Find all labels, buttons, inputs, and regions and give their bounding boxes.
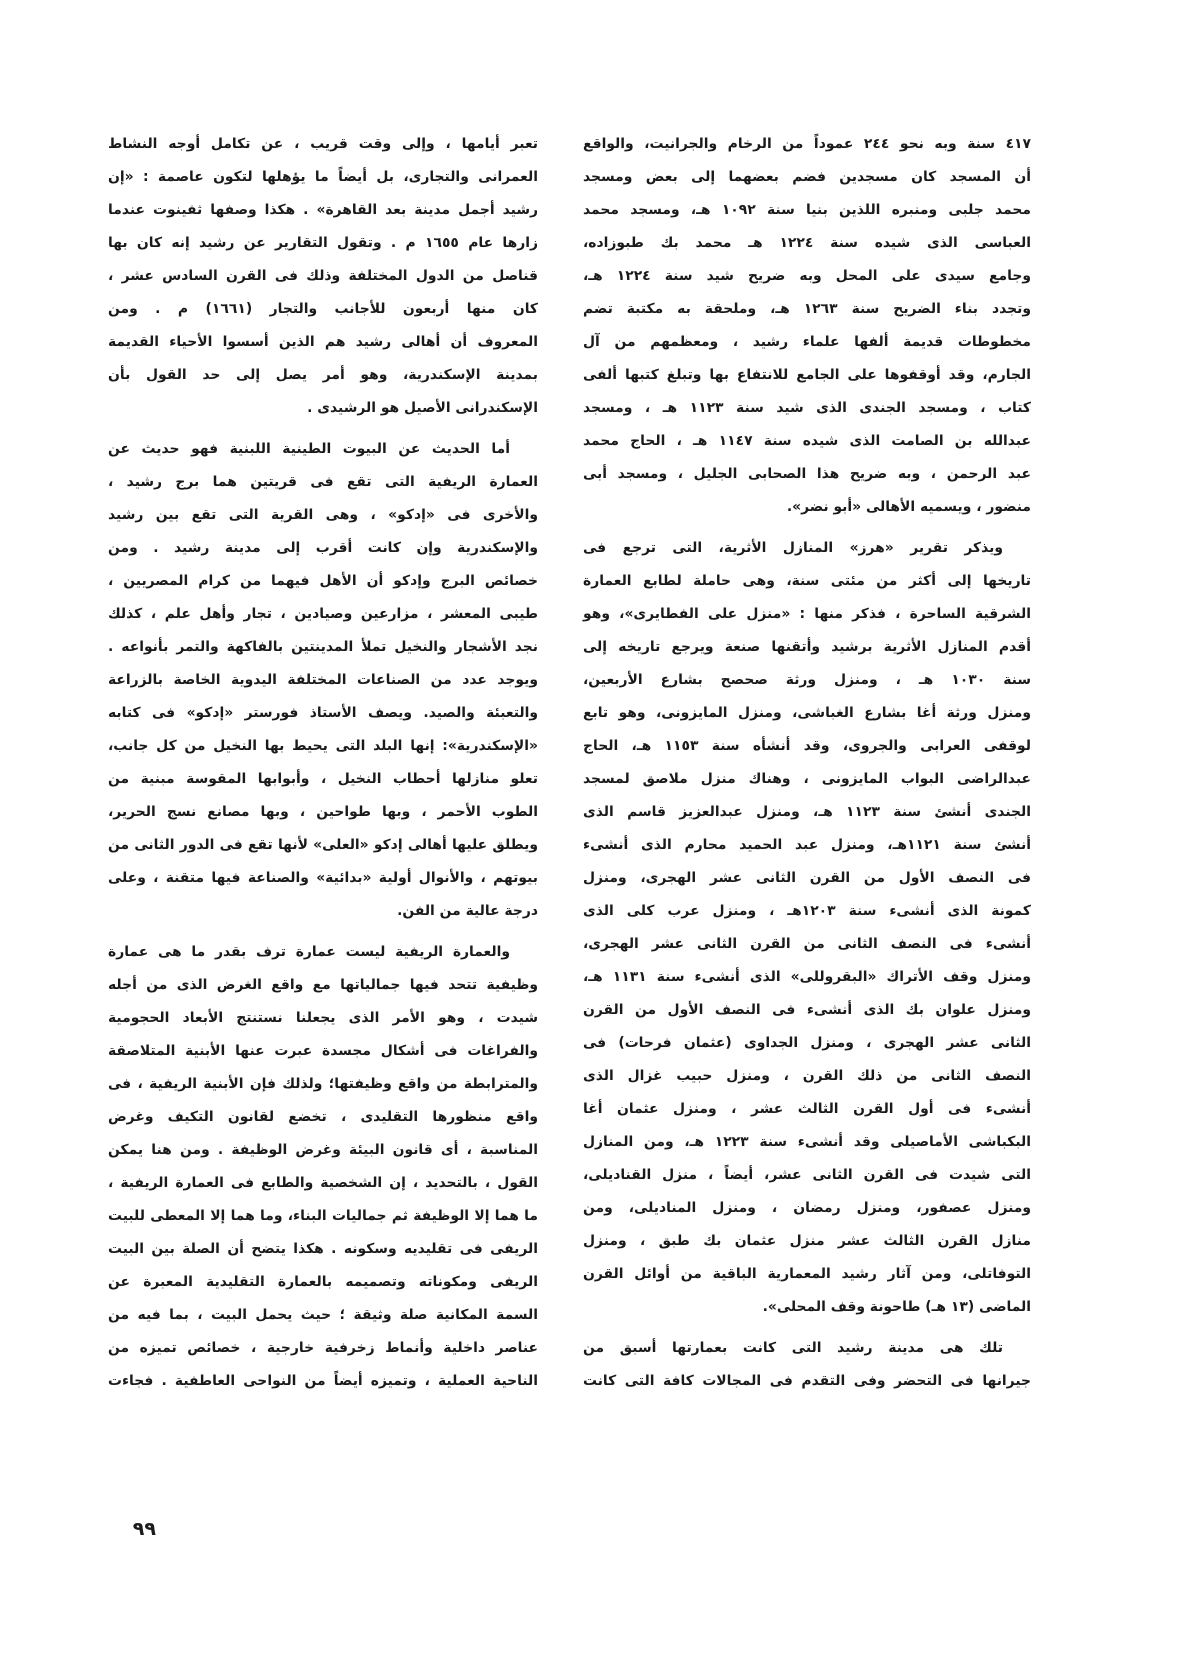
text-line: أنشىء فى النصف الثانى من القرن الثانى عشر الهجرى، <box>583 936 1031 952</box>
text-line: الريفى فى تقليديه وسكونه . هكذا يتضح أن الصلة بين البيت <box>108 1241 538 1257</box>
text-line: التى شيدت فى القرن الثانى عشر، أيضاً ، منزل القناديلى، <box>583 1167 1031 1183</box>
text-line: الماضى (١٣ هـ) طاحونة وقف المحلى». <box>762 1299 1031 1315</box>
text-line: النصف الثانى من ذلك القرن ، ومنزل حبيب غزال الذى <box>583 1068 1031 1084</box>
paragraph <box>583 128 1031 524</box>
text-line: كمونة الذى أنشىء سنة ١٢٠٣هـ ، ومنزل عرب كلى الذى <box>583 903 1031 919</box>
text-line: البكباشى الأماصيلى وقد أنشىء سنة ١٢٢٣ هـ، ومن المنازل <box>583 1134 1031 1150</box>
text-line: والإسكندرية وإن كانت أقرب إلى مدينة رشيد . ومن <box>108 540 538 556</box>
text-line: التوفاتلى، ومن آثار رشيد المعمارية الباقية من أوائل القرن <box>583 1266 1031 1282</box>
text-line: المناسبة ، أى قانون البيئة وغرض الوظيفة . ومن هنا يمكن <box>108 1142 538 1158</box>
paragraph <box>583 1332 1031 1398</box>
text-line: وجامع سيدى على المحل وبه ضريح شيد سنة ١٢٢٤ هـ، <box>583 268 1031 284</box>
page-number: ٩٩ <box>132 1518 156 1540</box>
text-line: العمارة الريفية التى تقع فى قريتين هما برج رشيد ، <box>108 474 538 490</box>
text-line: الطوب الأحمر ، وبها طواحين ، وبها مصانع نسج الحرير، <box>108 804 538 820</box>
text-line: شيدت ، وهو الأمر الذى يجعلنا نستنتج الأبعاد الحجومية <box>108 1010 538 1026</box>
text-line: والعمارة الريفية ليست عمارة ترف بقدر ما هى عمارة <box>108 944 510 960</box>
text-line: والفراغات فى أشكال مجسدة عبرت عنها الأبنية المتلاصقة <box>108 1043 538 1059</box>
text-line: المعروف أن أهالى رشيد هم الذين أسسوا الأحياء القديمة <box>108 334 538 350</box>
text-line: كان منها أربعون للأجانب والتجار (١٦٦١) م . ومن <box>108 301 538 317</box>
text-line: والمترابطة من واقع وظيفتها؛ ولذلك فإن الأبنية الريفية ، فى <box>108 1076 538 1092</box>
text-line: درجة عالية من الفن. <box>397 903 538 919</box>
text-line: الريفى ومكوناته وتصميمه بالعمارة التقليدية المعبرة عن <box>108 1274 538 1290</box>
text-line: تعلو منازلها أحطاب النخيل ، وأبوابها المقوسة مبنية من <box>108 771 538 787</box>
text-line: الناحية العملية ، وتميزه أيضاً من النواحى العاطفية . فجاءت <box>108 1373 538 1389</box>
text-line: رشيد أجمل مدينة بعد القاهرة» . هكذا وصفها ثفينوت عندما <box>108 202 538 218</box>
text-line: طيبى المعشر ، مزارعين وصيادين ، تجار وأهل علم ، كذلك <box>108 606 538 622</box>
text-line: ويطلق عليها أهالى إدكو «العلى» لأنها تقع فى الدور الثانى من <box>108 837 538 853</box>
text-line: عبدالله بن الصامت الذى شيده سنة ١١٤٧ هـ ، الحاج محمد <box>583 433 1031 449</box>
text-line: مخطوطات قديمة ألفها علماء رشيد ، ومعظمهم من آل <box>583 334 1031 350</box>
text-line: سنة ١٠٣٠ هـ ، ومنزل ورثة صحصح بشارع الأربعين، <box>583 672 1032 688</box>
text-line: السمة المكانية صلة وثيقة ؛ حيث يحمل البيت ، بما فيه من <box>108 1307 538 1323</box>
text-line: الجارم، وقد أوقفوها على الجامع للانتفاع بها وتبلغ كتبها ألفى <box>583 367 1031 383</box>
text-line: عناصر داخلية وأنماط زخرفية خارجية ، خصائص تميزه من <box>108 1340 538 1356</box>
text-line: منضور ، ويسميه الأهالى «أبو نضر». <box>786 499 1031 515</box>
text-line: قناصل من الدول المختلفة وذلك فى القرن السادس عشر ، <box>108 268 538 284</box>
text-line: وتجدد بناء الضريح سنة ١٢٦٣ هـ، وملحقة به مكتبة تضم <box>583 301 1031 317</box>
text-line: ومنزل وقف الأتراك «البقروللى» الذى أنشىء سنة ١١٣١ هـ، <box>583 969 1032 985</box>
text-line: تاريخها إلى أكثر من مئتى سنة، وهى حاملة لطابع العمارة <box>583 573 1031 589</box>
text-line: تلك هى مدينة رشيد التى كانت بعمارتها أسبق من <box>583 1340 1003 1356</box>
text-line: ومنزل عصفور، ومنزل رمضان ، ومنزل المناديلى، ومن <box>583 1200 1031 1216</box>
text-line: ويوجد عدد من الصناعات المختلفة اليدوية الخاصة بالزراعة <box>108 672 538 688</box>
text-line: أما الحديث عن البيوت الطينية اللبنية فهو حديث عن <box>108 441 510 457</box>
text-line: نجد الأشجار والنخيل تملأ المدينتين بالفاكهة والتمر بأنواعه . <box>108 639 538 655</box>
text-line: واقع منظورها التقليدى ، تخضع لقانون التكيف وغرض <box>108 1109 538 1125</box>
text-line: الثانى عشر الهجرى ، ومنزل الجداوى (عثمان فرحات) فى <box>583 1035 1031 1051</box>
text-line: القول ، بالتحديد ، إن الشخصية والطابع فى العمارة الريفية ، <box>108 1175 538 1191</box>
text-line: العمرانى والتجارى، بل أيضاً ما يؤهلها لتكون عاصمة : «إن <box>108 169 538 185</box>
text-line: بيوتهم ، والأنوال أولية «بدائية» والصناعة فيها متقنة ، وعلى <box>108 870 538 886</box>
text-line: لوقفى العرابى والجروى، وقد أنشأه سنة ١١٥٣ هـ، الحاج <box>583 738 1031 754</box>
text-line: منازل القرن الثالث عشر منزل عثمان بك طبق ، ومنزل <box>583 1233 1031 1249</box>
text-line: ما هما إلا الوظيفة ثم جماليات البناء، وما هما إلا المعطى للبيت <box>108 1208 538 1224</box>
text-line: محمد جلبى ومنبره اللذين بنيا سنة ١٠٩٢ هـ، ومسجد محمد <box>583 202 1032 218</box>
text-line: ومنزل ورثة أغا بشارع الغباشى، ومنزل المايزونى، وهو تابع <box>583 705 1031 721</box>
text-line: أقدم المنازل الأثرية برشيد وأتقنها صنعة ويرجع تاريخه إلى <box>583 639 1031 655</box>
text-line: وظيفية تتحد فيها جمالياتها مع واقع الغرض الذى من أجله <box>108 977 538 993</box>
text-line: خصائص البرج وإدكو أن الأهل فيهما من كرام المصريين ، <box>108 573 538 589</box>
paragraph <box>108 128 538 425</box>
text-line: ومنزل علوان بك الذى أنشىء فى النصف الأول من القرن <box>583 1002 1031 1018</box>
left-column <box>108 128 538 1398</box>
text-line: زارها عام ١٦٥٥ م . وتقول التقارير عن رشيد إنه كان بها <box>108 235 538 251</box>
paragraph <box>108 936 538 1398</box>
text-line: الشرقية الساحرة ، فذكر منها : «منزل على الفطايرى»، وهو <box>583 606 1031 622</box>
text-line: أنشئ سنة ١١٢١هـ، ومنزل عبد الحميد محارم الذى أنشىء <box>583 837 1031 853</box>
text-line: كتاب ، ومسجد الجندى الذى شيد سنة ١١٢٣ هـ ، ومسجد <box>583 400 1031 416</box>
text-line: ٤١٧ سنة وبه نحو ٢٤٤ عموداً من الرخام والجرانيت، والواقع <box>583 136 1031 152</box>
text-line: الجندى أنشئ سنة ١١٢٣ هـ، ومنزل عبدالعزيز قاسم الذى <box>583 804 1031 820</box>
text-line: عبدالراضى البواب المايزونى ، وهناك منزل ملاصق لمسجد <box>583 771 1031 787</box>
text-line: تعبر أيامها ، وإلى وقت قريب ، عن تكامل أوجه النشاط <box>108 136 538 152</box>
text-line: عبد الرحمن ، وبه ضريح هذا الصحابى الجليل ، ومسجد أبى <box>583 466 1031 482</box>
text-line: العباسى الذى شيده سنة ١٢٢٤ هـ محمد بك طبوزاده، <box>583 235 1031 251</box>
text-line: والأخرى فى «إدكو» ، وهى القرية التى تقع بين رشيد <box>108 507 538 523</box>
text-line: بمدينة الإسكندرية، وهو أمر يصل إلى حد القول بأن <box>108 367 538 383</box>
text-line: أن المسجد كان مسجدين فضم بعضهما إلى بعض ومسجد <box>583 169 1031 185</box>
text-line: الإسكندرانى الأصيل هو الرشيدى . <box>307 400 538 416</box>
right-column <box>583 128 1031 1398</box>
text-line: جيرانها فى التحضر وفى التقدم فى المجالات كافة التى كانت <box>583 1373 1031 1389</box>
paragraph <box>583 532 1031 1324</box>
text-line: أنشىء فى أول القرن الثالث عشر ، ومنزل عثمان أغا <box>583 1101 1031 1117</box>
text-line: فى النصف الأول من القرن الثانى عشر الهجرى، ومنزل <box>583 870 1031 886</box>
paragraph <box>108 433 538 928</box>
text-line: ويذكر تقرير «هرز» المنازل الأثرية، التى ترجع فى <box>583 540 1003 556</box>
text-line: «الإسكندرية»: إنها البلد التى يحيط بها النخيل من كل جانب، <box>108 738 538 754</box>
text-line: والتعبئة والصيد. ويصف الأستاذ فورستر «إدكو» فى كتابه <box>108 705 538 721</box>
